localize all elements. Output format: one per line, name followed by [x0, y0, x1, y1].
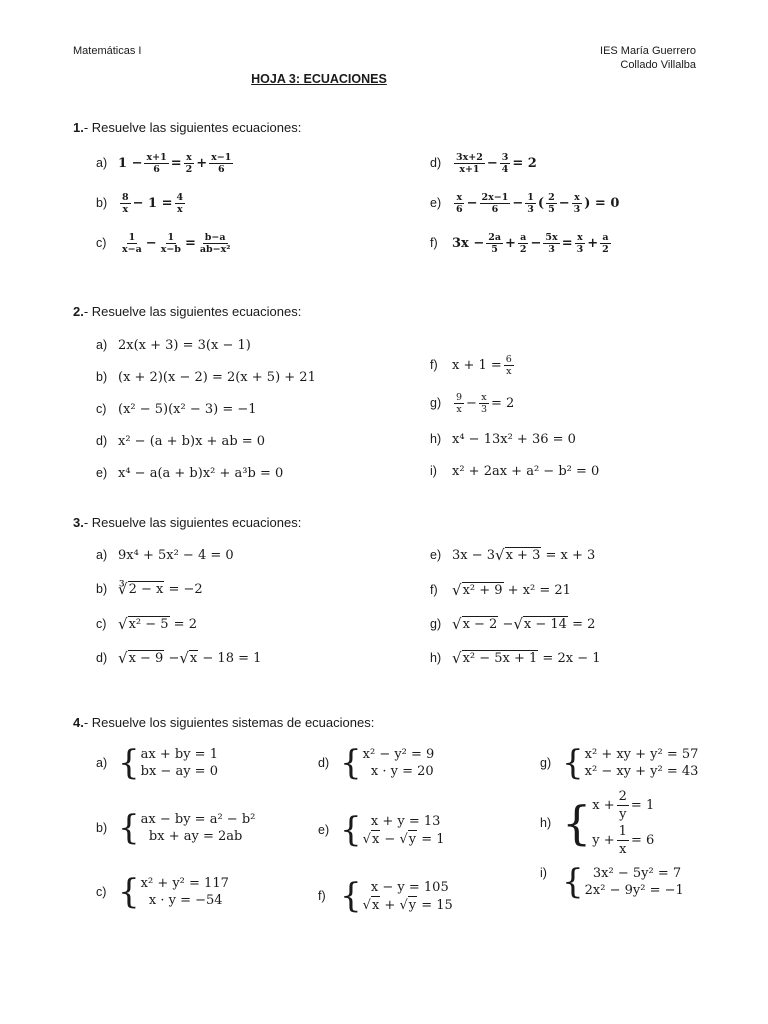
section-3-heading: 3.- Resuelve las siguientes ecuaciones: — [73, 515, 302, 530]
eq-1d: d) 3x+2 x+1 − 3 4 = 2 — [430, 151, 537, 175]
eq-1f: f) 3x − 2a 5 + a 2 − 5x 3 = x 3 + a 2 — [430, 231, 609, 255]
section-2-heading: 2.- Resuelve las siguientes ecuaciones: — [73, 304, 302, 319]
eq-3e: e) 3x − 3 √ x + 3 = x + 3 — [430, 546, 596, 564]
section-1-heading: 1.- Resuelve las siguientes ecuaciones: — [73, 120, 302, 135]
course-name: Matemáticas I — [73, 45, 142, 57]
school-location: Collado Villalba — [620, 59, 696, 71]
eq-1a: a) 1 − x+1 6 = x 2 + x−1 6 — [96, 151, 232, 175]
system-4d: d) { x² − y² = 9 x · y = 20 — [318, 743, 435, 783]
system-4b: b) { ax − by = a² − b² bx + ay = 2ab — [96, 808, 256, 848]
eq-3g: g) √ x − 2 − √ x − 14 = 2 — [430, 615, 596, 633]
eq-3d: d) √ x − 9 − √ x − 18 = 1 — [96, 649, 262, 667]
system-4e: e) { x + y = 13 √ x − √ y = 1 — [318, 810, 445, 850]
eq-1e: e) x 6 − 2x−1 6 − 1 3 ( 2 5 − x 3 ) = 0 — [430, 191, 620, 215]
system-4g: g) { x² + xy + y² = 57 x² − xy + y² = 43 — [540, 743, 699, 783]
eq-1b: b) 8 x − 1 = 4 x — [96, 191, 184, 215]
system-4i: i) { 3x² − 5y² = 7 2x² − 9y² = −1 — [540, 862, 684, 902]
eq-2d: d) x² − (a + b)x + ab = 0 — [96, 433, 266, 449]
eq-2h: h) x⁴ − 13x² + 36 = 0 — [430, 431, 576, 447]
system-4c: c) { x² + y² = 117 x · y = −54 — [96, 872, 229, 912]
eq-2e: e) x⁴ − a(a + b)x² + a³b = 0 — [96, 465, 284, 481]
eq-2a: a) 2x(x + 3) = 3(x − 1) — [96, 337, 251, 353]
system-4h: h) { x + $\frac{2}{y}$ = 1 y + $\frac{1}{x}$ = 6 — [540, 789, 655, 857]
page-title: HOJA 3: ECUACIONES — [251, 72, 387, 86]
eq-2c: c) (x² − 5)(x² − 3) = −1 — [96, 401, 257, 417]
school-name: IES María Guerrero — [600, 45, 696, 57]
eq-3b: b) ∛ 2 − x = −2 — [96, 580, 203, 598]
system-4a: a) { ax + by = 1 bx − ay = 0 — [96, 743, 218, 783]
eq-2b: b) (x + 2)(x − 2) = 2(x + 5) + 21 — [96, 369, 316, 385]
eq-3h: h) √ x² − 5x + 1 = 2x − 1 — [430, 649, 601, 667]
eq-3c: c) √ x² − 5 = 2 — [96, 615, 197, 633]
eq-1c: c) 1 x−a − 1 x−b = b−a ab−x² — [96, 231, 231, 255]
eq-2g: g) 9 x − x 3 = 2 — [430, 391, 515, 415]
eq-3a: a) 9x⁴ + 5x² − 4 = 0 — [96, 547, 234, 563]
section-4-heading: 4.- Resuelve los siguientes sistemas de ecuaciones: — [73, 715, 375, 730]
eq-2i: i) x² + 2ax + a² − b² = 0 — [430, 463, 600, 479]
eq-3f: f) √ x² + 9 + x² = 21 — [430, 581, 571, 599]
eq-2f: f) x + 1 = 6 x — [430, 353, 512, 377]
system-4f: f) { x − y = 105 √ x + √ y = 15 — [318, 876, 453, 916]
